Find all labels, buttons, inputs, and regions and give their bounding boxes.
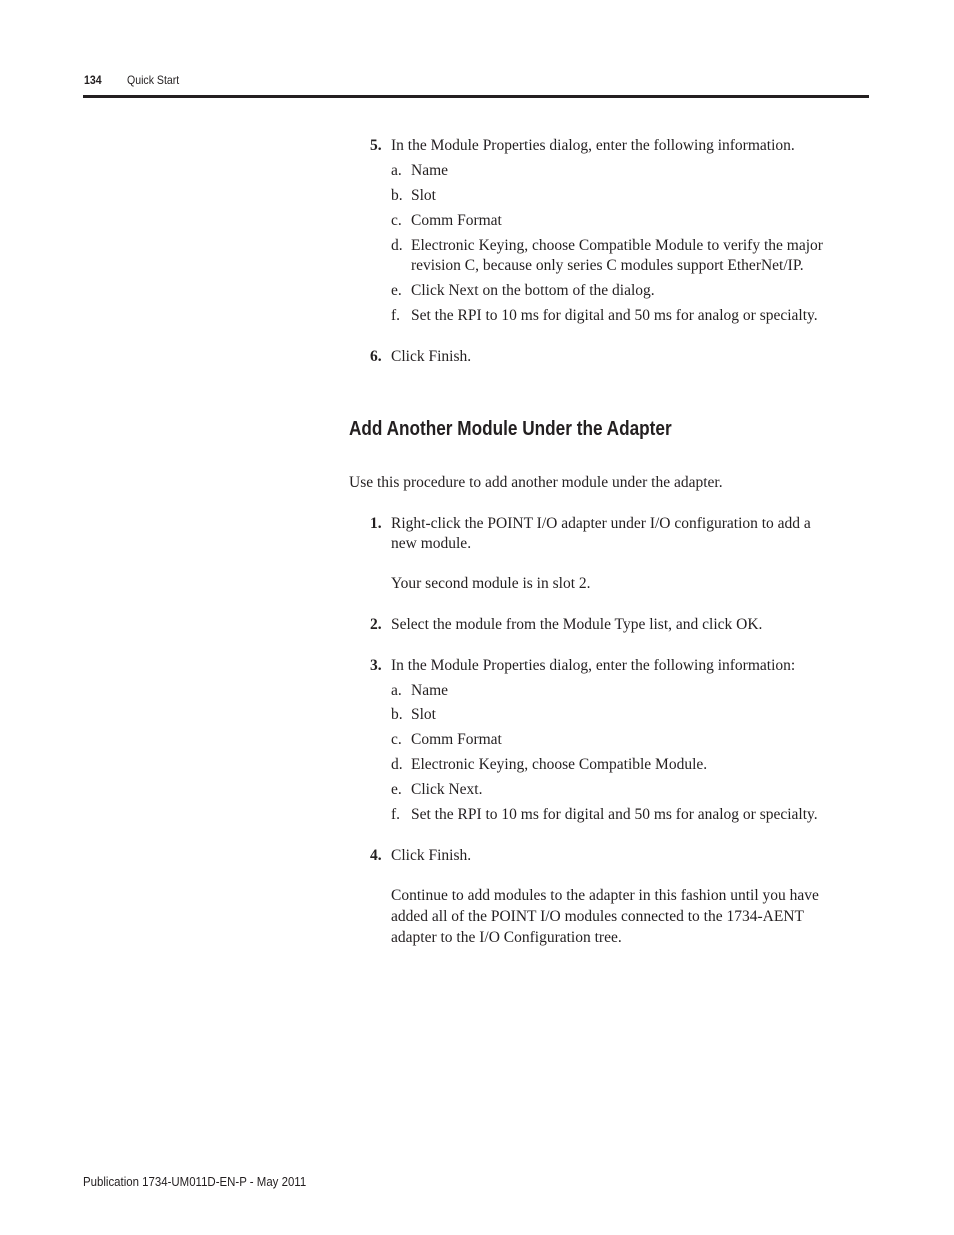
sub-letter: f. [391,806,401,823]
sub-item: Comm Format [411,731,502,748]
step-text: In the Module Properties dialog, enter the following information. [391,137,795,154]
sub-letter: c. [391,731,402,748]
sub-item: Electronic Keying, choose Compatible Module to verify the major [411,237,823,254]
sub-item: Slot [411,187,436,204]
step-note: Your second module is in slot 2. [391,575,591,592]
intro-paragraph: Use this procedure to add another module under the adapter. [349,474,723,491]
sub-item: Comm Format [411,212,502,229]
page-number: 134 [84,73,102,87]
sub-letter: a. [391,682,402,699]
sub-letter: a. [391,162,402,179]
section-heading: Add Another Module Under the Adapter [349,418,672,440]
sub-letter: b. [391,187,403,204]
sub-item: Click Next. [411,781,483,798]
section-title: Quick Start [127,73,180,87]
sub-item: Name [411,162,449,179]
step-text-continued: new module. [391,535,472,552]
sub-letter: e. [391,781,402,798]
sub-item: Name [411,682,449,699]
paragraph-line: added all of the POINT I/O modules connected to the 1734-AENT [391,908,804,925]
sub-letter: c. [391,212,402,229]
step-text: Click Finish. [391,847,472,864]
sub-item: Set the RPI to 10 ms for digital and 50 ms for analog or specialty. [411,806,818,823]
sub-letter: b. [391,706,403,723]
step-number: 4. [370,847,382,864]
sub-item: Set the RPI to 10 ms for digital and 50 ms for analog or specialty. [411,307,818,324]
sub-letter: d. [391,237,403,254]
sub-letter: e. [391,282,402,299]
paragraph-line: adapter to the I/O Configuration tree. [391,929,622,946]
step-number: 3. [370,657,382,674]
page-footer: Publication 1734-UM011D-EN-P - May 2011 [83,1174,307,1189]
step-text: Select the module from the Module Type list, and click OK. [391,616,763,633]
header-rule [83,95,869,98]
sub-item: Electronic Keying, choose Compatible Module. [411,756,708,773]
sub-item: Slot [411,706,436,723]
sub-item: Click Next on the bottom of the dialog. [411,282,655,299]
step-number: 6. [370,348,382,365]
step-number: 1. [370,515,382,532]
sub-item-continued: revision C, because only series C modules support EtherNet/IP. [411,257,804,274]
step-text: Click Finish. [391,348,472,365]
sub-letter: d. [391,756,403,773]
sub-letter: f. [391,307,401,324]
paragraph-line: Continue to add modules to the adapter in this fashion until you have [391,887,819,904]
step-number: 5. [370,137,382,154]
step-text: Right-click the POINT I/O adapter under I/O configuration to add a [391,515,811,532]
step-text: In the Module Properties dialog, enter the following information: [391,657,796,674]
step-number: 2. [370,616,382,633]
